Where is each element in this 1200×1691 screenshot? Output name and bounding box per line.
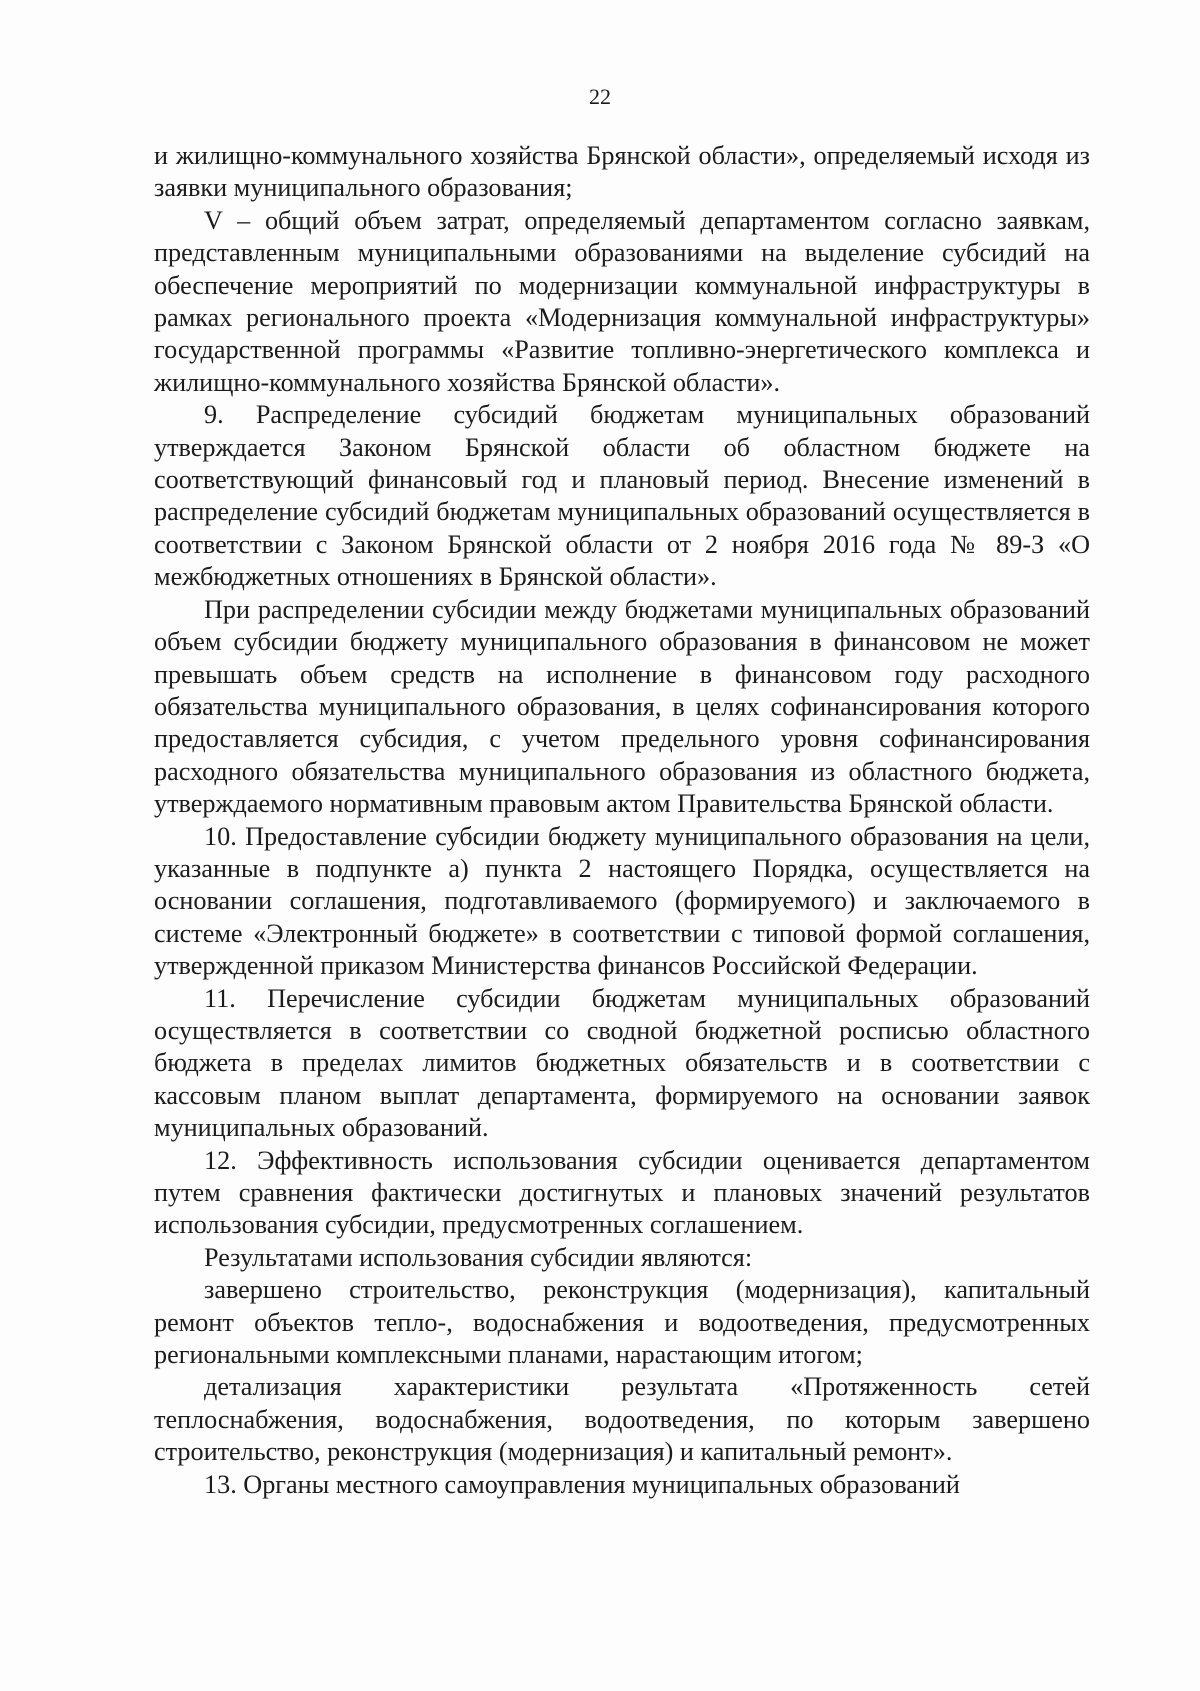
paragraph-item-12: 12. Эффективность использования субсидии оценивается департаментом путем сравнения фактически достигнутых и плановых значений результатов использования субсидии, предусмотренных соглашением. bbox=[154, 1145, 1090, 1240]
page-number: 22 bbox=[589, 84, 611, 109]
paragraph-continuation: и жилищно-коммунального хозяйства Брянской области», определяемый исходя из заявки муниципального образования; bbox=[154, 141, 1090, 203]
paragraph-result-construction: завершено строительство, реконструкция (модернизация), капитальный ремонт объектов тепло-, водоснабжения и водоотведения, предусмотренных региональными комплексными планами, нарастающим итогом; bbox=[154, 1275, 1090, 1370]
paragraph-results-heading: Результатами использования субсидии являются: bbox=[204, 1242, 753, 1272]
document-body bbox=[154, 140, 1090, 1501]
paragraph-item-13: 13. Органы местного самоуправления муниципальных образований bbox=[204, 1469, 960, 1499]
paragraph-distribution: При распределении субсидии между бюджетами муниципальных образований объем субсидии бюджету муниципального образования в финансовом не может превышать объем средств на исполнение в финансовом году расходного обязательства муниципального образования, в целях софинансирования которого предоставляется субсидия, с учетом предельного уровня софинансирования расходного обязательства муниципального образования из областного бюджета, утверждаемого нормативным правовым актом Правительства Брянской области. bbox=[154, 594, 1090, 819]
paragraph-item-10: 10. Предоставление субсидии бюджету муниципального образования на цели, указанные в подпункте а) пункта 2 настоящего Порядка, осуществляется на основании соглашения, подготавливаемого (формируемого) и заключаемого в системе «Электронный бюджете» в соответствии с типовой формой соглашения, утвержденной приказом Министерства финансов Российской Федерации. bbox=[154, 821, 1090, 981]
paragraph-result-detailing: детализация характеристики результата «Протяженность сетей теплоснабжения, водоснабжения, водоотведения, по которым завершено строительство, реконструкция (модернизация) и капитальный ремонт». bbox=[154, 1372, 1090, 1467]
paragraph-v-definition: V – общий объем затрат, определяемый департаментом согласно заявкам, представленным муниципальными образованиями на выделение субсидий на обеспечение мероприятий по модернизации коммунальной инфраструктуры в рамках регионального проекта «Модернизация коммунальной инфраструктуры» государственной программы «Развитие топливно-энергетического комплекса и жилищно-коммунального хозяйства Брянской области». bbox=[154, 205, 1090, 397]
paragraph-item-9: 9. Распределение субсидий бюджетам муниципальных образований утверждается Законом Брянской области об областном бюджете на соответствующий финансовый год и плановый период. Внесение изменений в распределение субсидий бюджетам муниципальных образований осуществляется в соответствии с Законом Брянской области от 2 ноября 2016 года № 89-З «О межбюджетных отношениях в Брянской области». bbox=[154, 400, 1090, 592]
paragraph-item-11: 11. Перечисление субсидии бюджетам муниципальных образований осуществляется в соответствии со сводной бюджетной росписью областного бюджета в пределах лимитов бюджетных обязательств и в соответствии с кассовым планом выплат департамента, формируемого на основании заявок муниципальных образований. bbox=[154, 983, 1090, 1143]
